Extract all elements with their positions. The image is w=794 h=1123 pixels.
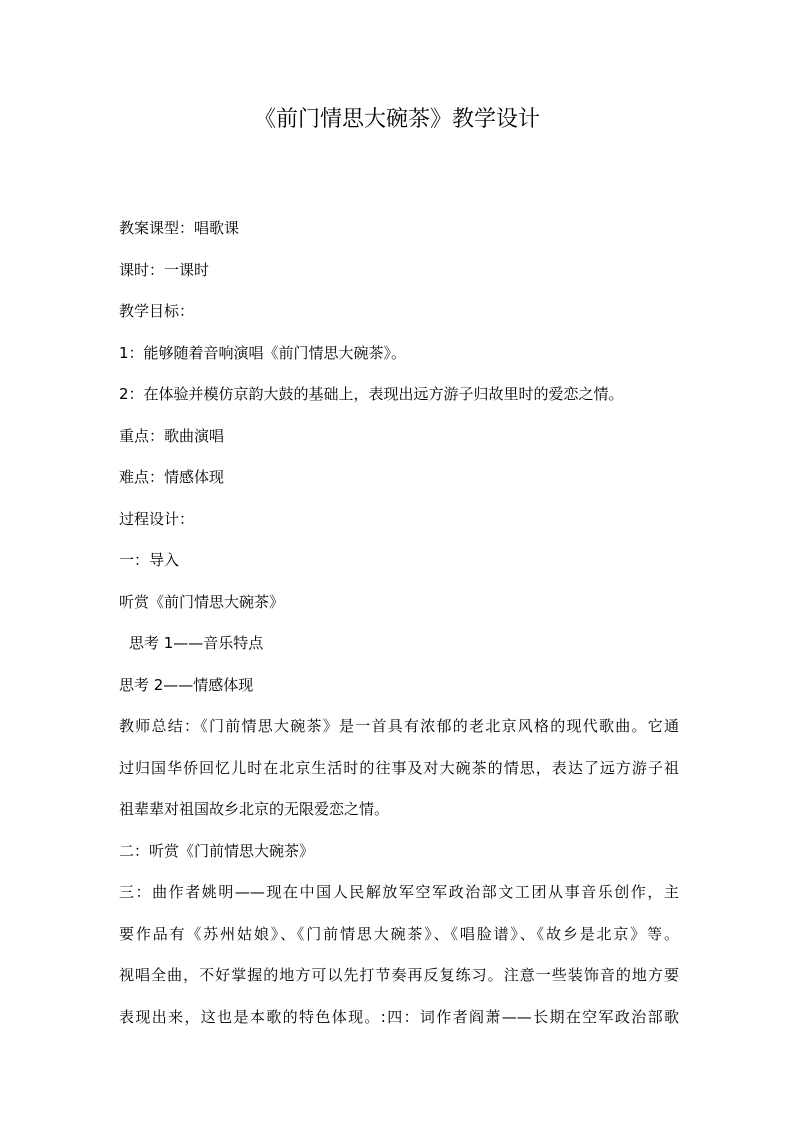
- step-2-line: 二：听赏《门前情思大碗茶》: [119, 841, 315, 860]
- lesson-type-line: 教案课型：唱歌课: [119, 219, 240, 237]
- class-hours-line: 课时：一课时: [119, 260, 210, 279]
- thinking-1-line: 思考 1——音乐特点: [129, 634, 264, 652]
- objective-1-line: 1：能够随着音响演唱《前门情思大碗茶》。: [119, 343, 407, 362]
- step-1-heading: 一：导入: [119, 551, 180, 569]
- teacher-summary-line-3: 祖辈辈对祖国故乡北京的无限爱恋之情。: [119, 800, 390, 818]
- step-3-line-4: 表现出来，这也是本歌的特色体现。:四：词作者阎萧——长期在空军政治部歌: [119, 1007, 679, 1026]
- step-3-line-3: 视唱全曲，不好掌握的地方可以先打节奏再反复练习。注意一些装饰音的地方要: [119, 966, 679, 984]
- document-title: 《前门情思大碗茶》教学设计: [253, 107, 540, 132]
- objective-2-line: 2：在体验并模仿京韵大鼓的基础上，表现出远方游子归故里时的爱恋之情。: [119, 385, 624, 403]
- process-heading: 过程设计：: [119, 509, 195, 528]
- document-body: [119, 208, 679, 1038]
- teacher-summary-line-1: 教师总结：《门前情思大碗茶》是一首具有浓郁的老北京风格的现代歌曲。它通: [119, 717, 679, 735]
- key-point-line: 重点：歌曲演唱: [119, 426, 225, 445]
- step-3-line-1: 三：曲作者姚明——现在中国人民解放军空军政治部文工团从事音乐创作，主: [119, 883, 679, 901]
- thinking-2-line: 思考 2——情感体现: [119, 675, 254, 694]
- objectives-heading: 教学目标：: [119, 302, 195, 320]
- difficulty-line: 难点：情感体现: [119, 468, 225, 486]
- teacher-summary-line-2: 过归国华侨回忆儿时在北京生活时的往事及对大碗茶的情思，表达了远方游子祖: [119, 758, 679, 777]
- listening-line: 听赏《前门情思大碗茶》: [119, 592, 285, 611]
- step-3-line-2: 要作品有《苏州姑娘》、《门前情思大碗茶》、《唱脸谱》、《故乡是北京》等。: [119, 924, 679, 943]
